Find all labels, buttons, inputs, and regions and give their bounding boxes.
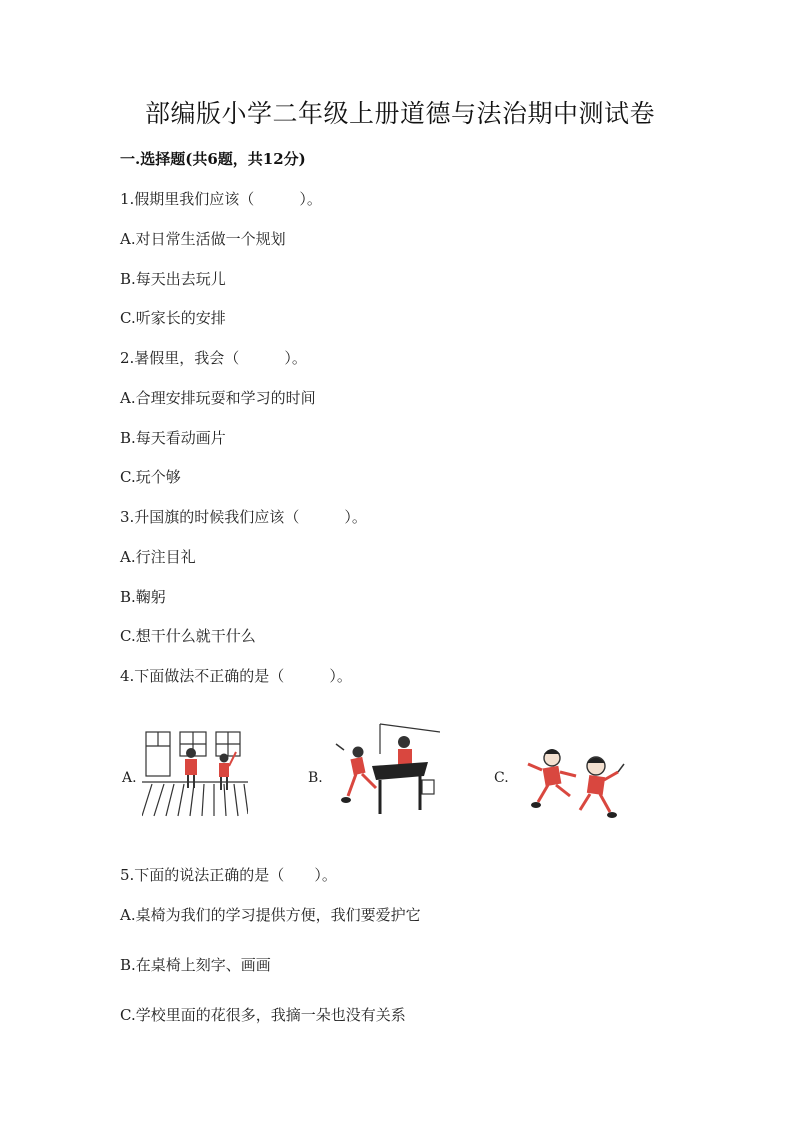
question-4-pictures [120, 722, 640, 822]
question-1-option-a: A.对日常生活做一个规划 [120, 230, 286, 248]
question-3-option-a: A.行注目礼 [120, 548, 196, 566]
question-1-option-c: C.听家长的安排 [120, 309, 226, 327]
question-5-option-a: A.桌椅为我们的学习提供方便，我们要爱护它 [120, 906, 421, 924]
question-2-stem: 2.暑假里，我会（ ）。 [120, 349, 307, 367]
question-5-option-b: B.在桌椅上刻字、画画 [120, 956, 271, 974]
page-title: 部编版小学二年级上册道德与法治期中测试卷 [144, 99, 655, 128]
question-4-stem: 4.下面做法不正确的是（ ）。 [120, 667, 352, 685]
section-heading: 一.选择题(共6题，共12分) [120, 150, 306, 168]
picture-label-a: A. [122, 770, 137, 786]
window-cleaning-illustration [142, 726, 248, 822]
question-5-option-c: C.学校里面的花很多，我摘一朵也没有关系 [120, 1006, 406, 1024]
question-5-stem: 5.下面的说法正确的是（ ）。 [120, 866, 337, 884]
question-2-option-c: C.玩个够 [120, 468, 181, 486]
question-3-option-b: B.鞠躬 [120, 588, 166, 606]
question-2-option-a: A.合理安排玩耍和学习的时间 [120, 389, 316, 407]
question-3-stem: 3.升国旗的时候我们应该（ ）。 [120, 508, 367, 526]
question-2-option-b: B.每天看动画片 [120, 429, 226, 447]
picture-label-b: B. [308, 770, 323, 786]
question-3-option-c: C.想干什么就干什么 [120, 627, 256, 645]
question-1-option-b: B.每天出去玩儿 [120, 270, 226, 288]
question-1-stem: 1.假期里我们应该（ ）。 [120, 190, 322, 208]
picture-label-c: C. [494, 770, 509, 786]
desk-kicking-illustration [332, 722, 440, 822]
children-fighting-illustration [520, 736, 632, 822]
